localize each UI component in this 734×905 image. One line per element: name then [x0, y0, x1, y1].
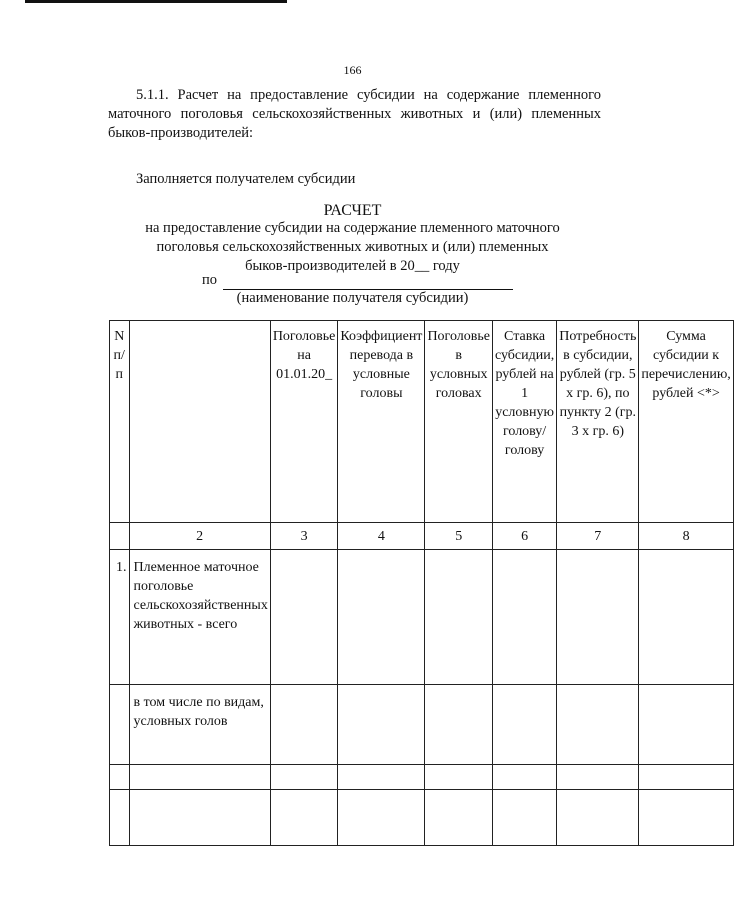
- row-name: Племенное маточное поголовье сельскохозяйственных животных - всего: [129, 550, 270, 685]
- table-cell: [492, 685, 556, 765]
- header-cell-rate: Ставка субсидии, рублей на 1 условную голову/голову: [492, 321, 556, 523]
- table-cell: [492, 790, 556, 846]
- table-cell: [270, 790, 338, 846]
- row-number: [110, 765, 130, 790]
- table-cell: [338, 765, 425, 790]
- header-cell-name: [129, 321, 270, 523]
- table-cell: [492, 550, 556, 685]
- header-row: [110, 321, 734, 523]
- recipient-prefix: по: [202, 272, 218, 288]
- document-title: РАСЧЕТ: [323, 202, 382, 219]
- table-cell: [338, 550, 425, 685]
- header-cell-need: Потребность в субсидии, рублей (гр. 5 x гр. 6), по пункту 2 (гр. 3 x гр. 6): [557, 321, 639, 523]
- table-row: [110, 550, 734, 685]
- header-cell-sum: Сумма субсидии к перечислению, рублей <*>: [639, 321, 733, 523]
- header-cell-num: N п/п: [110, 321, 130, 523]
- table-row: [110, 765, 734, 790]
- table-cell: [270, 685, 338, 765]
- table-cell: [425, 550, 493, 685]
- header-cell-coefficient: Коэффициент перевода в условные головы: [338, 321, 425, 523]
- column-number: [110, 523, 130, 550]
- column-number: 3: [270, 523, 338, 550]
- table-cell: [270, 765, 338, 790]
- table-cell: [557, 550, 639, 685]
- column-number: 7: [557, 523, 639, 550]
- document-subtitle: на предоставление субсидии на содержание племенного маточного поголовья сельскохозяйственных животных и (или) племенных быков-производителей в 20__ году: [145, 220, 560, 274]
- row-name: [129, 790, 270, 846]
- column-number: 2: [129, 523, 270, 550]
- table-cell: [639, 765, 733, 790]
- table-cell: [492, 765, 556, 790]
- table-cell: [639, 790, 733, 846]
- row-number: 1.: [110, 550, 130, 685]
- table-cell: [639, 685, 733, 765]
- header-cell-head-count: Поголовье на 01.01.20_: [270, 321, 338, 523]
- recipient-caption: (наименование получателя субсидии): [236, 290, 469, 306]
- header-cell-conditional-heads: Поголовье в условных головах: [425, 321, 493, 523]
- row-number: [110, 790, 130, 846]
- calculation-table: [109, 320, 734, 846]
- table-cell: [639, 550, 733, 685]
- table-row: [110, 790, 734, 846]
- page-number: 166: [343, 63, 362, 77]
- row-name: в том числе по видам, условных голов: [129, 685, 270, 765]
- column-number-row: [110, 523, 734, 550]
- filled-by-note: Заполняется получателем субсидии: [136, 171, 356, 187]
- table-cell: [270, 550, 338, 685]
- table-cell: [557, 765, 639, 790]
- row-number: [110, 685, 130, 765]
- table-cell: [425, 765, 493, 790]
- table-cell: [557, 790, 639, 846]
- table-cell: [425, 790, 493, 846]
- row-name: [129, 765, 270, 790]
- table-row: [110, 685, 734, 765]
- column-number: 5: [425, 523, 493, 550]
- section-title: 5.1.1. Расчет на предоставление субсидии на содержание племенного маточного поголовья сельскохозяйственных животных и (или) племенных быков-производителей:: [108, 87, 601, 141]
- top-rule: [25, 0, 287, 3]
- column-number: 8: [639, 523, 733, 550]
- column-number: 6: [492, 523, 556, 550]
- table-cell: [338, 685, 425, 765]
- table-cell: [338, 790, 425, 846]
- table-cell: [425, 685, 493, 765]
- column-number: 4: [338, 523, 425, 550]
- table-cell: [557, 685, 639, 765]
